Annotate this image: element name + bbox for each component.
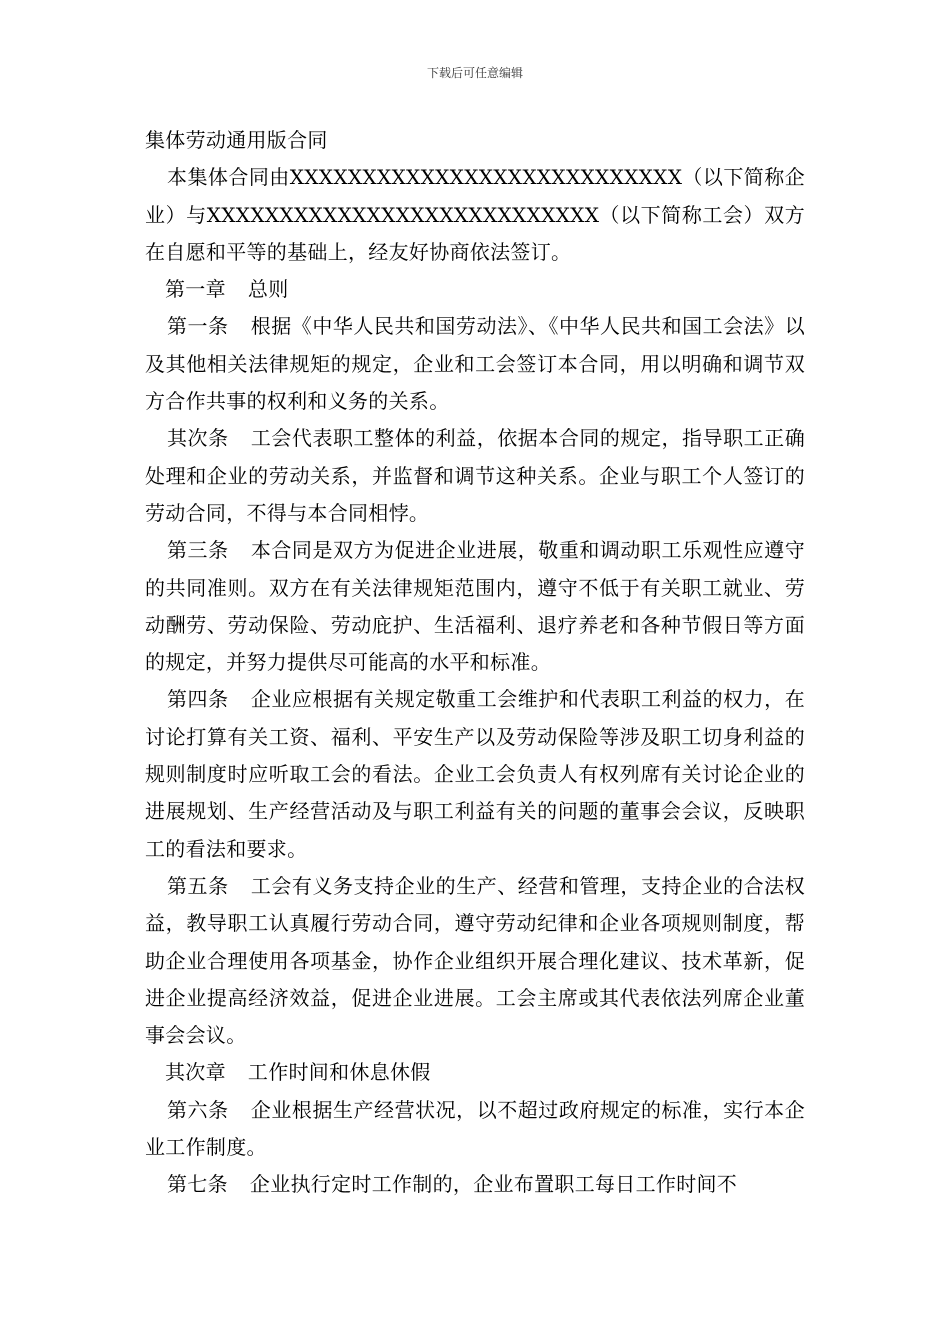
article-7-label: 第七条 — [167, 1172, 228, 1197]
article-1-label: 第一条 — [167, 314, 229, 339]
article-2-label: 其次条 — [167, 426, 229, 451]
article-5-label: 第五条 — [167, 873, 229, 898]
article-1 — [145, 308, 805, 420]
article-7-text: 企业执行定时工作制的，企业布置职工每日工作时间不 — [249, 1172, 738, 1197]
document-body — [145, 122, 805, 1204]
intro-paragraph: 本集体合同由XXXXXXXXXXXXXXXXXXXXXXXXXXX（以下简称企业）与XXXXXXXXXXXXXXXXXXXXXXXXXXX（以下简称工会）双方在自愿和平等的基础上，经友好协商依法签订。 — [145, 165, 805, 264]
article-2 — [145, 420, 805, 532]
article-3-label: 第三条 — [167, 538, 229, 563]
article-4-label: 第四条 — [167, 687, 229, 712]
article-5-text: 工会有义务支持企业的生产、经营和管理，支持企业的合法权益，教导职工认真履行劳动合同，遵守劳动纪律和企业各项规则制度，帮助企业合理使用各项基金，协作企业组织开展合理化建议、技术革新，促进企业提高经济效益，促进企业进展。工会主席或其代表依法列席企业董事会会议。 — [145, 873, 805, 1048]
chapter-2-title: 工作时间和休息休假 — [247, 1060, 431, 1085]
chapter-1-label: 第一章 — [165, 277, 226, 302]
article-4 — [145, 681, 805, 867]
chapter-1-title: 总则 — [247, 277, 289, 302]
article-6-label: 第六条 — [167, 1097, 229, 1122]
chapter-2-heading — [145, 1054, 805, 1091]
article-3 — [145, 532, 805, 681]
article-1-text: 根据《中华人民共和国劳动法》、《中华人民共和国工会法》以及其他相关法律规矩的规定，企业和工会签订本合同，用以明确和调节双方合作共事的权利和义务的关系。 — [145, 314, 806, 414]
chapter-2-label: 其次章 — [165, 1060, 226, 1085]
article-7 — [145, 1166, 805, 1203]
article-4-text: 企业应根据有关规定敬重工会维护和代表职工利益的权力，在讨论打算有关工资、福利、平安生产以及劳动保险等涉及职工切身利益的规则制度时应听取工会的看法。企业工会负责人有权列席有关讨论企业的进展规划、生产经营活动及与职工利益有关的问题的董事会会议，反映职工的看法和要求。 — [145, 687, 805, 861]
document-title: 集体劳动通用版合同 — [145, 128, 328, 152]
article-6 — [145, 1092, 805, 1167]
article-6-text: 企业根据生产经营状况，以不超过政府规定的标准，实行本企业工作制度。 — [145, 1097, 805, 1160]
download-note: 下载后可任意编辑 — [426, 66, 523, 80]
chapter-1-heading — [145, 271, 805, 308]
article-3-text: 本合同是双方为促进企业进展，敬重和调动职工乐观性应遵守的共同准则。双方在有关法律规矩范围内，遵守不低于有关职工就业、劳动酬劳、劳动保险、劳动庇护、生活福利、退疗养老和各种节假日等方面的规定，并努力提供尽可能高的水平和标准。 — [145, 538, 805, 675]
article-5 — [145, 868, 805, 1054]
article-2-text: 工会代表职工整体的利益，依据本合同的规定，指导职工正确处理和企业的劳动关系，并监督和调节这种关系。企业与职工个人签订的劳动合同，不得与本合同相悖。 — [145, 426, 805, 525]
